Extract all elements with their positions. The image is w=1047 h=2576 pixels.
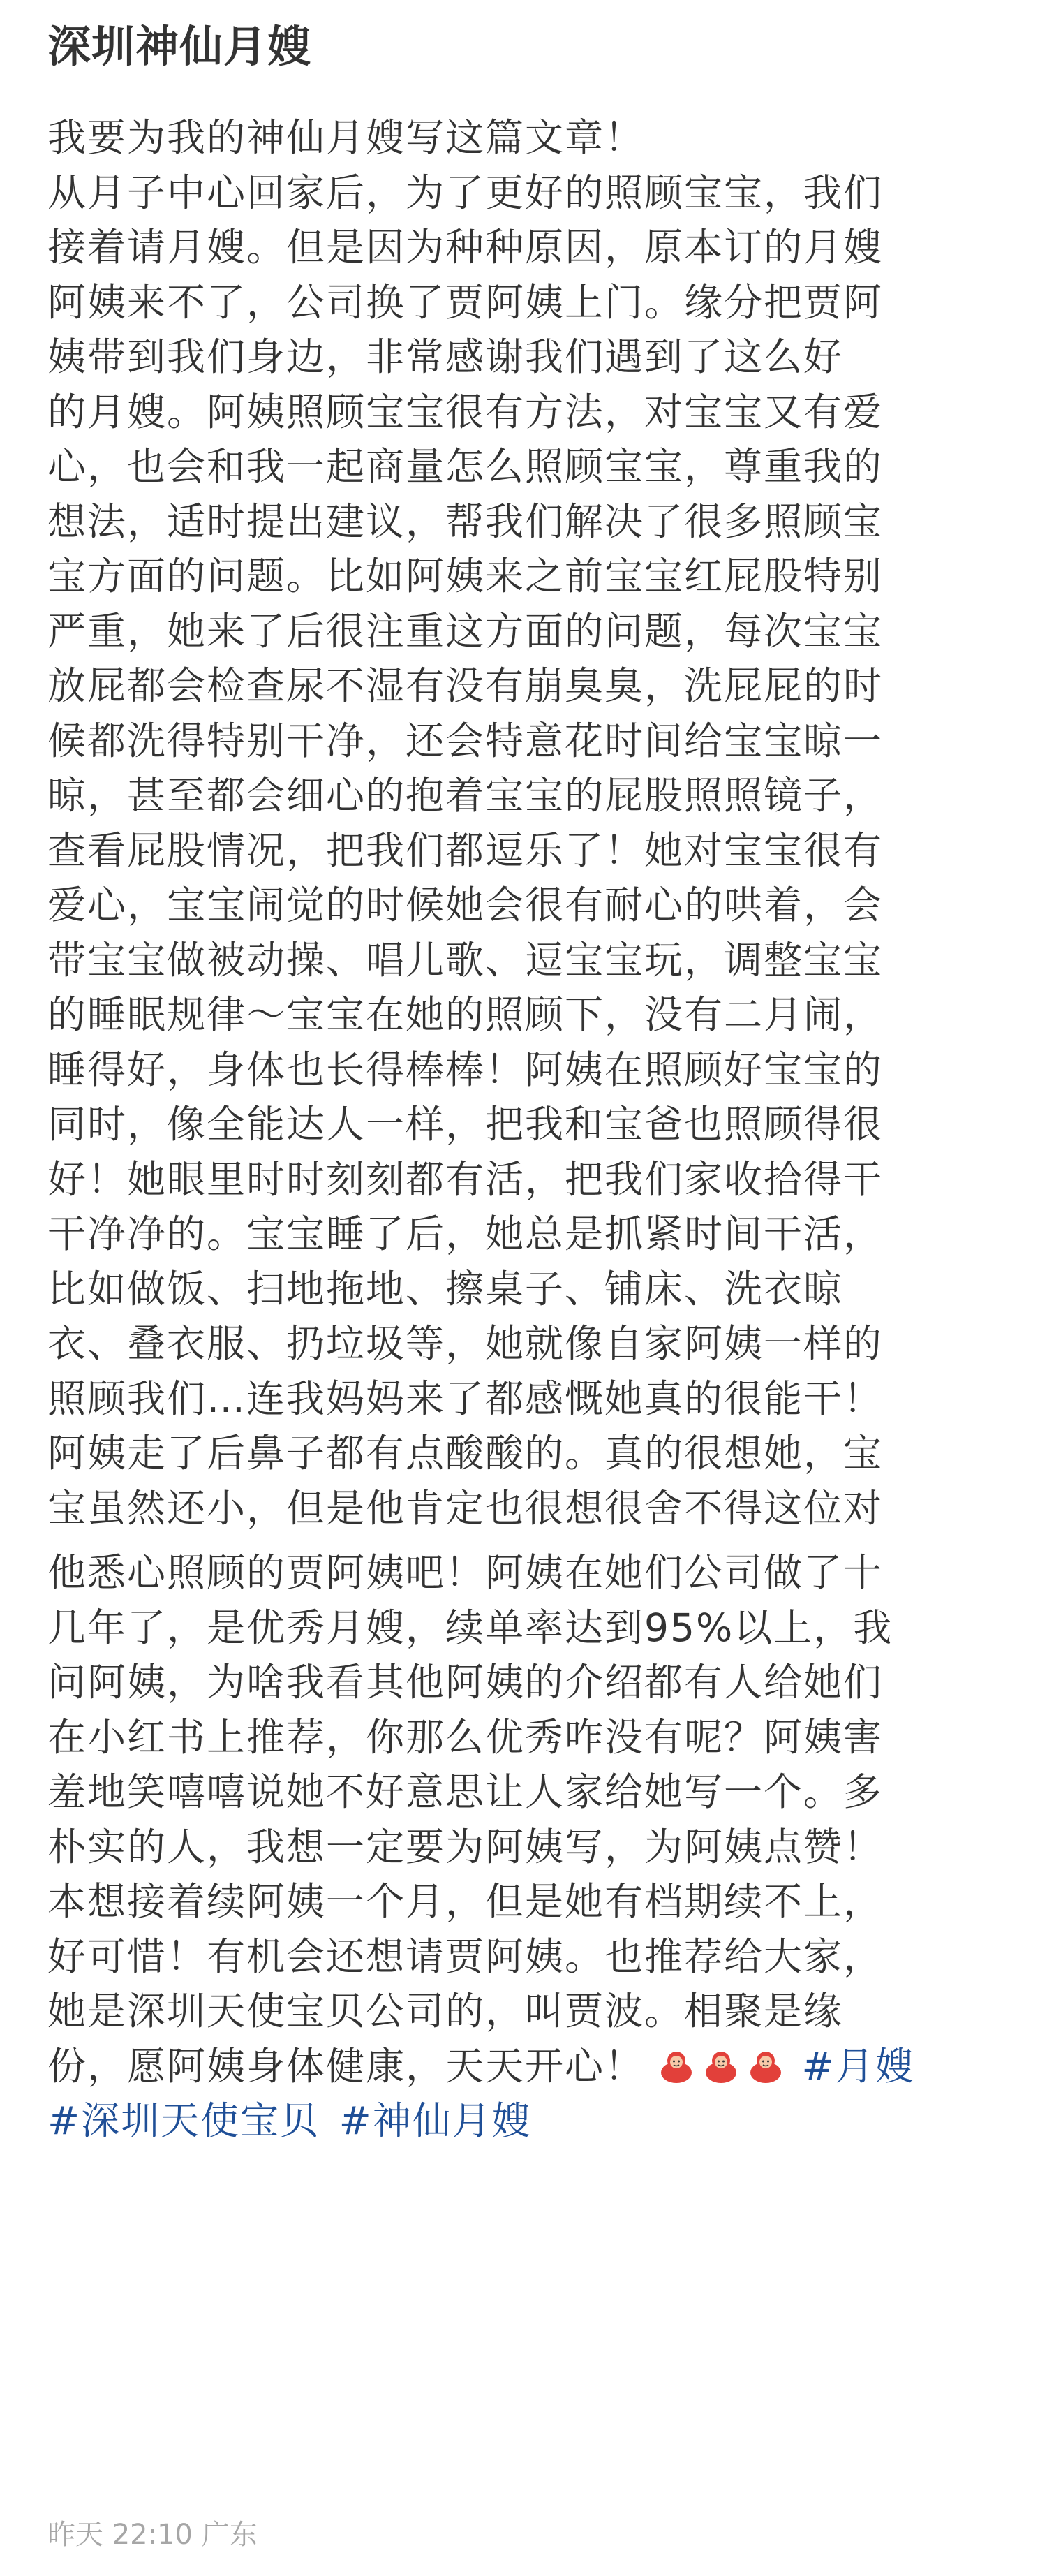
body-line: 同时，像全能达人一样，把我和宝爸也照顾得很 [47, 1102, 884, 1147]
cheer-emoji-icon [748, 2047, 784, 2084]
body-line: 想法，适时提出建议，帮我们解决了很多照顾宝 [47, 499, 884, 544]
post [47, 0, 1011, 2149]
post-meta-time-location: 昨天 22:10 广东 [47, 2519, 258, 2551]
body-line: 接着请月嫂。但是因为种种原因，原本订的月嫂 [47, 225, 884, 270]
body-line: 宝虽然还小，但是他肯定也很想很舍不得这位对 [47, 1485, 884, 1531]
body-line: 好！她眼里时时刻刻都有活，把我们家收拾得干 [47, 1156, 884, 1202]
hashtag-line [47, 2093, 1011, 2149]
body-line: 衣、叠衣服、扔垃圾等，她就像自家阿姨一样的 [47, 1321, 884, 1366]
body-line: 姨带到我们身边，非常感谢我们遇到了这么好 [47, 334, 844, 379]
body-line: 几年了，是优秀月嫂，续单率达到95%以上，我 [47, 1605, 893, 1650]
body-line: 心，也会和我一起商量怎么照顾宝宝，尊重我的 [47, 444, 884, 489]
hashtag-link[interactable]: #神仙月嫂 [339, 2098, 532, 2143]
body-line: 严重，她来了后很注重这方面的问题，每次宝宝 [47, 608, 884, 654]
body-line: 宝方面的问题。比如阿姨来之前宝宝红屁股特别 [47, 554, 884, 598]
body-line: 查看屁股情况，把我们都逗乐了！她对宝宝很有 [47, 827, 884, 873]
cheer-emoji-icon [658, 2047, 695, 2084]
body-line: 本想接着续阿姨一个月，但是她有档期续不上， [47, 1879, 884, 1924]
body-line: 从月子中心回家后，为了更好的照顾宝宝，我们 [47, 170, 884, 215]
hashtag-link[interactable]: #深圳天使宝贝 [47, 2098, 320, 2143]
body-line: 阿姨来不了，公司换了贾阿姨上门。缘分把贾阿 [47, 279, 884, 325]
body-line-text: 份，愿阿姨身体健康，天天开心！ [47, 2043, 645, 2089]
body-line: 带宝宝做被动操、唱儿歌、逗宝宝玩，调整宝宝 [47, 937, 884, 982]
body-line: 的睡眠规律～宝宝在她的照顾下，没有二月闹， [47, 992, 884, 1037]
body-line-with-tags [47, 2039, 1011, 2094]
body-line: 阿姨走了后鼻子都有点酸酸的。真的很想她，宝 [47, 1431, 884, 1475]
body-line: 比如做饭、扫地拖地、擦桌子、铺床、洗衣晾 [47, 1266, 844, 1311]
cheer-emoji-icon [703, 2047, 739, 2084]
body-line: 在小红书上推荐，你那么优秀咋没有呢？阿姨害 [47, 1714, 884, 1760]
body-line: 问阿姨，为啥我看其他阿姨的介绍都有人给她们 [47, 1660, 884, 1705]
body-line: 我要为我的神仙月嫂写这篇文章！ [47, 115, 645, 160]
body-line: 他悉心照顾的贾阿姨吧！阿姨在她们公司做了十 [47, 1550, 884, 1595]
body-line: 朴实的人，我想一定要为阿姨写，为阿姨点赞！ [47, 1824, 884, 1869]
post-body [47, 110, 1011, 2149]
body-line: 她是深圳天使宝贝公司的，叫贾波。相聚是缘 [47, 1989, 844, 2033]
post-title: 深圳神仙月嫂 [47, 21, 312, 72]
body-line: 照顾我们…连我妈妈来了都感慨她真的很能干！ [47, 1376, 884, 1421]
body-line: 晾，甚至都会细心的抱着宝宝的屁股照照镜子， [47, 773, 884, 818]
body-line: 候都洗得特别干净，还会特意花时间给宝宝晾一 [47, 718, 884, 763]
body-line: 干净净的。宝宝睡了后，她总是抓紧时间干活， [47, 1212, 884, 1256]
body-line: 的月嫂。阿姨照顾宝宝很有方法，对宝宝又有爱 [47, 389, 884, 434]
body-line: 羞地笑嘻嘻说她不好意思让人家给她写一个。多 [47, 1769, 884, 1814]
hashtag-link[interactable]: #月嫂 [801, 2043, 915, 2089]
body-line: 放屁都会检查尿不湿有没有崩臭臭，洗屁屁的时 [47, 663, 884, 708]
body-line: 好可惜！有机会还想请贾阿姨。也推荐给大家， [47, 1934, 884, 1979]
body-line: 爱心，宝宝闹觉的时候她会很有耐心的哄着，会 [47, 883, 884, 927]
body-line: 睡得好，身体也长得棒棒！阿姨在照顾好宝宝的 [47, 1047, 884, 1092]
